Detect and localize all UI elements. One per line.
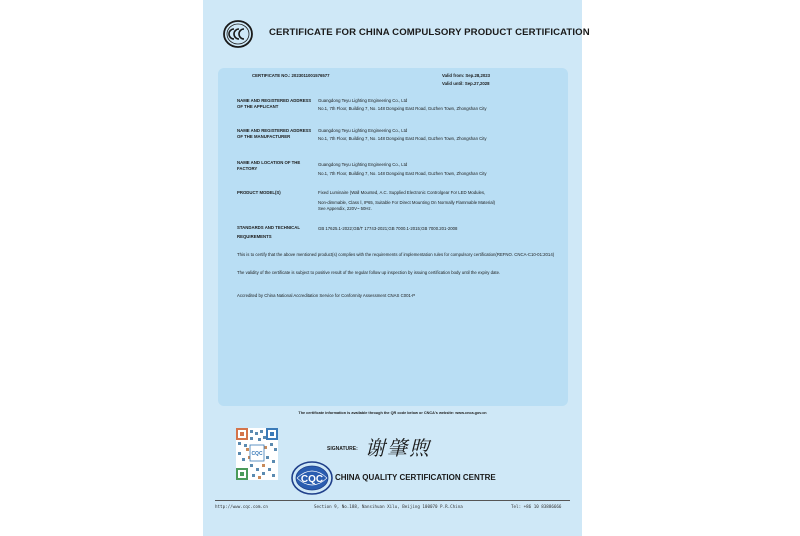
accreditation-statement: Accredited by China National Accreditation Service for Conformity Assessment CNAS C001-P [237, 293, 416, 298]
qr-note: The certificate information is available through the QR code below or CNCA's website: www.cnca.gov.cn [298, 411, 487, 415]
manufacturer-label: NAME AND REGISTERED ADDRESS OF THE MANUFACTURER [237, 128, 312, 139]
standards-label: STANDARDS AND TECHNICAL REQUIREMENTS [237, 225, 300, 239]
factory-address: No.1, 7th Floor, Building 7, No. 148 Dongxing East Road, Guzhen Town, Zhongshan City [318, 171, 487, 176]
manufacturer-name: Guangdong Teyu Lighting Engineering Co., Ltd [318, 128, 408, 133]
certificate-header [223, 20, 590, 48]
cqc-logo-icon [291, 460, 333, 496]
qr-code-icon[interactable] [236, 428, 278, 480]
signature-name: 谢肇煦 [365, 436, 431, 460]
ccc-logo-icon [223, 20, 253, 48]
qr-center-logo: CQC [251, 451, 263, 457]
factory-label: NAME AND LOCATION OF THE FACTORY [237, 160, 301, 171]
certificate-page [203, 0, 590, 536]
valid-from: Valid from: Sep.28,2023 [442, 73, 491, 78]
product-model-label: PRODUCT MODEL(S) [237, 190, 281, 195]
product-model-line-1: Fixed Luminaire (Wall Mounted, A.C. Supplied Electronic Controlgear For LED Modules, [318, 190, 486, 195]
applicant-label: NAME AND REGISTERED ADDRESS OF THE APPLICANT [237, 98, 312, 109]
factory-name: Guangdong Teyu Lighting Engineering Co., Ltd [318, 162, 408, 167]
certificate-number: CERTIFICATE NO.: 2023011001576577 [252, 73, 330, 78]
applicant-address: No.1, 7th Floor, Building 7, No. 148 Dongxing East Road, Guzhen Town, Zhongshan City [318, 106, 487, 111]
product-model-line-2: Non-dimmable, Class Ⅰ, IP65, Suitable For Direct Mounting On Normally Flammable Material) [318, 200, 496, 205]
cqc-logo-text: CQC [300, 474, 324, 485]
certify-statement: This is to certify that the above mentioned product(s) complies with the requirements of implementation rules for compulsory certification(REFNO. CNCA-C10-01:2014) [237, 252, 555, 257]
issuer-name: CHINA QUALITY CERTIFICATION CENTRE [335, 473, 496, 482]
standards-value: GB 17625.1-2022;GB/T 17743-2021;GB 7000.1-2015;GB 7000.201-2008 [318, 226, 458, 231]
certificate-panel [218, 68, 568, 406]
product-model-line-3: See Appendix, 220V~ 50Hz. [318, 206, 372, 211]
manufacturer-address: No.1, 7th Floor, Building 7, No. 148 Dongxing East Road, Guzhen Town, Zhongshan City [318, 136, 487, 141]
footer-address: Section 9, No.188, Nansihuan Xilu, Beijing 100070 P.R.China [314, 504, 463, 509]
certificate-title: CERTIFICATE FOR CHINA COMPULSORY PRODUCT CERTIFICATION [269, 27, 590, 38]
footer-tel: Tel: +86 10 83886666 [511, 504, 562, 509]
valid-until: Valid until: Sep.27,2028 [442, 81, 490, 86]
signature-label: SIGNATURE: [327, 446, 358, 452]
signature [365, 432, 445, 460]
footer-divider [215, 500, 570, 501]
applicant-name: Guangdong Teyu Lighting Engineering Co., Ltd [318, 98, 408, 103]
validity-statement: The validity of the certificate is subject to positive result of the regular follow up inspection by issuing certification body until the expiry date. [237, 270, 501, 275]
footer-website[interactable]: http://www.cqc.com.cn [215, 504, 268, 509]
